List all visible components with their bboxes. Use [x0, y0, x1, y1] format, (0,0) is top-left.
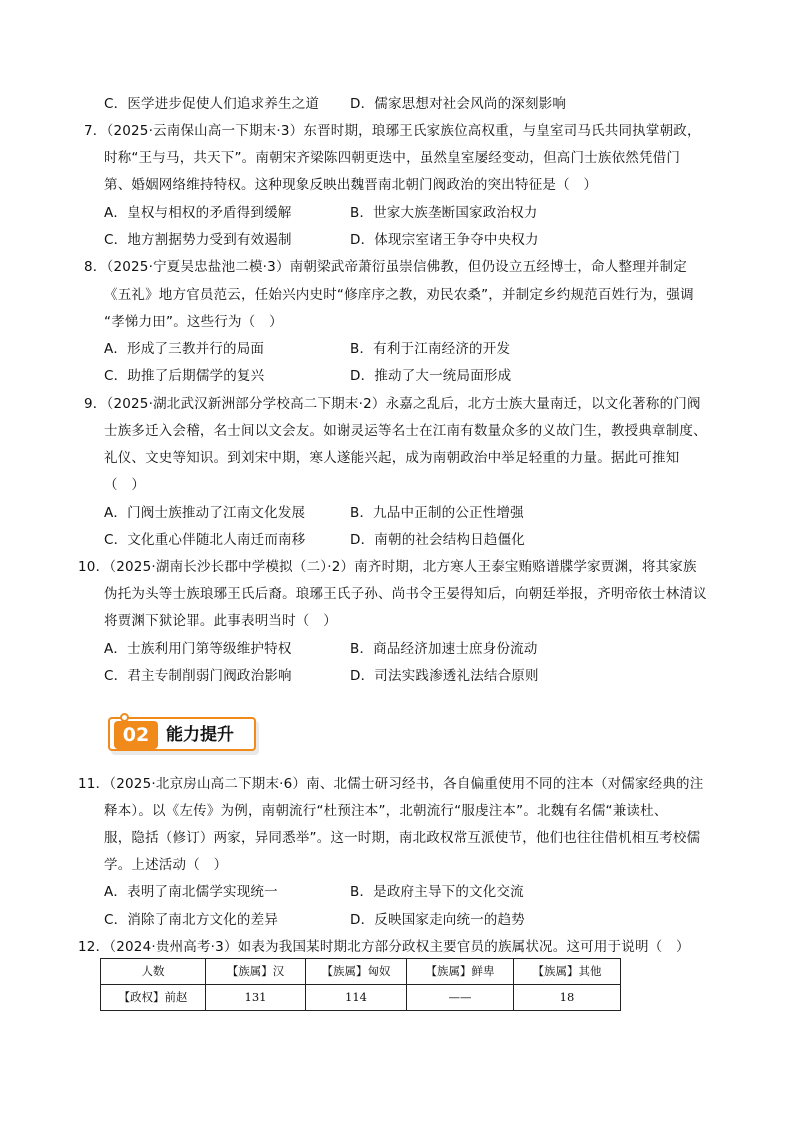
- q9-stem-line-4: （ ）: [104, 477, 146, 493]
- q7-option-d: D．体现宗室诸王争夺中央权力: [350, 232, 539, 248]
- q12-stem-line-1: 12．（2024·贵州高考·3）如表为我国某时期北方部分政权主要官员的族属状况。这可用于说明（ ）: [78, 939, 690, 955]
- q9-option-b: B．九品中正制的公正性增强: [350, 505, 524, 521]
- table-cell: 114: [306, 985, 407, 1011]
- q8-option-d: D．推动了大一统局面形成: [350, 368, 512, 384]
- q11-stem-line-3: 服，隐括（修订）两家，异同悉举”。这一时期，南北政权常互派使节，他们也往往借机相互考校儒: [104, 830, 701, 846]
- q8-stem-line-2: 《五礼》地方官员范云，任始兴内史时“修庠序之教，劝民农桑”，并制定乡约规范百姓行为，强调: [104, 287, 694, 303]
- q7-stem-line-3: 第、婚姻网络维持特权。这种现象反映出魏晋南北朝门阀政治的突出特征是（ ）: [104, 177, 598, 193]
- table-cell: 【政权】前赵: [101, 985, 206, 1011]
- q8-option-a: A．形成了三教并行的局面: [104, 341, 265, 357]
- q6-option-c: C．医学进步促使人们追求养生之道: [104, 96, 320, 112]
- q11-stem-line-4: 学。上述活动（ ）: [104, 857, 228, 873]
- table-header-cell: 【族属】其他: [514, 959, 621, 985]
- q9-stem-line-3: 礼仪、文史等知识。到刘宋中期，寒人遂能兴起，成为南朝政治中举足轻重的力量。据此可推知: [104, 450, 680, 466]
- table-header-row: [101, 959, 621, 985]
- table-header-cell: 【族属】鲜卑: [407, 959, 514, 985]
- q10-option-c: C．君主专制削弱门阀政治影响: [104, 668, 292, 684]
- q10-stem-line-1: 10．（2025·湖南长沙长郡中学模拟（二）·2）南齐时期，北方寒人王泰宝贿赂谱牒学家贾渊，将其家族: [78, 559, 697, 575]
- q7-option-a: A．皇权与相权的矛盾得到缓解: [104, 205, 292, 221]
- q8-option-c: C．助推了后期儒学的复兴: [104, 368, 265, 384]
- q6-option-d: D．儒家思想对社会风尚的深刻影响: [350, 96, 567, 112]
- q9-option-d: D．南朝的社会结构日趋僵化: [350, 532, 525, 548]
- q9-stem-line-2: 士族多迁入会稽，名士间以文会友。如谢灵运等名士在江南有数量众多的义故门生，教授典章制度、: [104, 423, 707, 439]
- table-cell: 18: [514, 985, 621, 1011]
- q10-stem-line-3: 将贾渊下狱论罪。此事表明当时（ ）: [104, 613, 337, 629]
- table-header-cell: 【族属】匈奴: [306, 959, 407, 985]
- q10-option-a: A．士族利用门第等级维护特权: [104, 641, 292, 657]
- q10-stem-line-2: 伪托为头等士族琅琊王氏后裔。琅琊王氏子孙、尚书令王晏得知后，向朝廷举报，齐明帝依士林清议: [104, 586, 707, 602]
- table-header-cell: 【族属】汉: [206, 959, 306, 985]
- q8-stem-line-3: “孝悌力田”。这些行为（ ）: [104, 314, 283, 330]
- q11-option-d: D．反映国家走向统一的趋势: [350, 912, 525, 928]
- q8-stem-line-1: 8．（2025·宁夏吴忠盐池二模·3）南朝梁武帝萧衍虽崇信佛教，但仍设立五经博士，命人整理并制定: [84, 259, 687, 275]
- q11-stem-line-1: 11．（2025·北京房山高二下期末·6）南、北儒士研习经书，各自偏重使用不同的注本（对儒家经典的注: [78, 776, 704, 792]
- q7-stem-line-2: 时称“王与马，共天下”。南朝宋齐梁陈四朝更迭中，虽然皇室屡经变动，但高门士族依然凭借门: [104, 150, 681, 166]
- table-row: [101, 985, 621, 1011]
- q10-option-d: D．司法实践渗透礼法结合原则: [350, 668, 539, 684]
- q9-stem-line-1: 9．（2025·湖北武汉新洲部分学校高二下期末·2）永嘉之乱后，北方士族大量南迁，以文化著称的门阀: [84, 396, 701, 412]
- q11-option-a: A．表明了南北儒学实现统一: [104, 884, 278, 900]
- table-cell: ——: [407, 985, 514, 1011]
- q7-option-b: B．世家大族垄断国家政治权力: [350, 205, 538, 221]
- q9-option-c: C．文化重心伴随北人南迁而南移: [104, 532, 306, 548]
- q8-option-b: B．有利于江南经济的开发: [350, 341, 511, 357]
- section-number: 02: [114, 721, 158, 749]
- section-banner: [108, 713, 258, 755]
- q11-option-c: C．消除了南北方文化的差异: [104, 912, 279, 928]
- table-header-cell: 人数: [101, 959, 206, 985]
- q10-option-b: B．商品经济加速士庶身份流动: [350, 641, 538, 657]
- q7-option-c: C．地方割据势力受到有效遏制: [104, 232, 292, 248]
- q11-stem-line-2: 释本）。以《左传》为例，南朝流行“杜预注本”，北朝流行“服虔注本”。北魏有名儒“兼读杜、: [104, 803, 668, 819]
- q11-option-b: B．是政府主导下的文化交流: [350, 884, 524, 900]
- q7-stem-line-1: 7．（2025·云南保山高一下期末·3）东晋时期，琅琊王氏家族位高权重，与皇室司马氏共同执掌朝政，: [84, 123, 701, 139]
- q9-option-a: A．门阀士族推动了江南文化发展: [104, 505, 306, 521]
- officials-ethnicity-table: [100, 958, 621, 1011]
- section-title: 能力提升: [166, 725, 234, 745]
- table-cell: 131: [206, 985, 306, 1011]
